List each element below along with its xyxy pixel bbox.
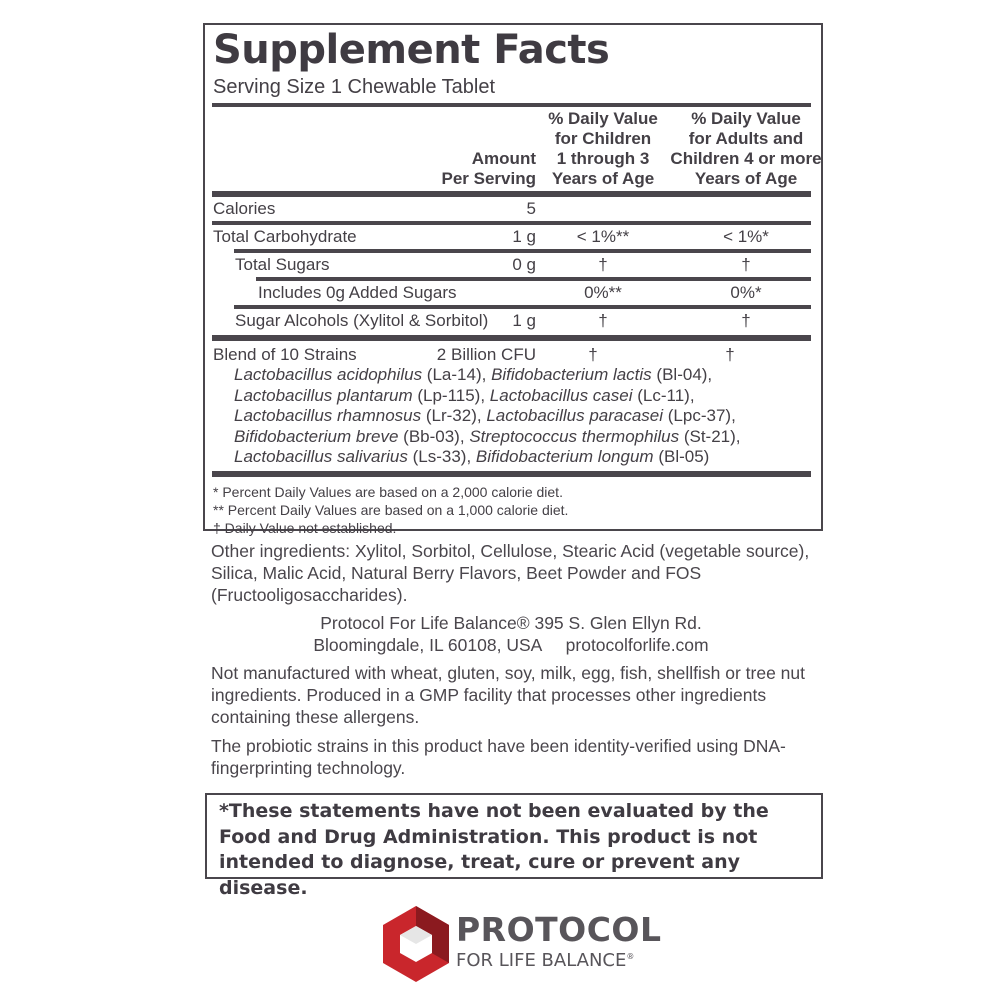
brand-tagline: [456, 950, 634, 971]
strain-code: (Lpc-37),: [667, 406, 736, 425]
footnote: ** Percent Daily Values are based on a 1,000 calorie diet.: [213, 502, 569, 518]
address-line-1: Protocol For Life Balance® 395 S. Glen Ellyn Rd.: [320, 613, 702, 633]
dv-children: < 1%**: [576, 227, 630, 246]
brand-name: PROTOCOL: [456, 910, 662, 949]
nutrient-amount: 5: [526, 199, 536, 218]
nutrient-amount: 0 g: [512, 255, 536, 274]
nutrient-row: [212, 197, 814, 221]
facts-title: Supplement Facts: [213, 27, 610, 73]
header-children-line: 1 through 3: [556, 149, 650, 168]
strain-code: (La-14),: [426, 365, 487, 384]
strain-name: Lactobacillus rhamnosus: [234, 406, 422, 425]
hexagon-logo-icon: [380, 904, 452, 984]
nutrient-label: Total Sugars: [235, 255, 330, 274]
header-children-line: for Children: [554, 129, 652, 148]
footnotes: [213, 477, 814, 537]
dv-children: †: [598, 255, 608, 274]
strain-code: (Bb-03),: [403, 426, 465, 446]
nutrient-label: Total Carbohydrate: [213, 227, 357, 246]
strain-line: [234, 386, 814, 407]
strain-name: Bifidobacterium lactis: [491, 365, 652, 384]
blend-label: Blend of 10 Strains: [213, 345, 357, 364]
header-adults-line: for Adults and: [688, 129, 804, 148]
strain-name: Streptococcus thermophilus: [469, 426, 680, 446]
strain-name: Lactobacillus paracasei: [486, 406, 664, 425]
dv-adults: < 1%*: [723, 227, 769, 246]
dv-adults: 0%*: [730, 283, 762, 302]
header-children: [540, 109, 666, 189]
other-ingredients: Other ingredients: Xylitol, Sorbitol, Cellulose, Stearic Acid (vegetable source), Silica, Malic Acid, Natural Berry Flavors, Beet Powder and FOS (Fructooligosaccharides).: [211, 541, 810, 605]
header-children-line: % Daily Value: [548, 109, 658, 128]
header-amount-line: Per Serving: [441, 169, 536, 188]
strain-line: [234, 365, 814, 386]
header-adults-line: Years of Age: [694, 169, 798, 188]
dv-adults: †: [741, 311, 751, 330]
nutrient-amount: 1 g: [512, 227, 536, 246]
header-amount: [442, 149, 537, 189]
nutrient-row: [212, 225, 814, 249]
strain-code: (Bl-05): [658, 447, 710, 466]
dv-adults: †: [741, 255, 751, 274]
header-amount-line: Amount: [471, 149, 536, 168]
strain-code: (Ls-33),: [412, 447, 472, 466]
fda-disclaimer: *These statements have not been evaluated by the Food and Drug Administration. This product is not intended to diagnose, treat, cure or prevent any disease.: [205, 793, 823, 879]
brand-logo: [380, 900, 680, 984]
nutrient-label: Calories: [213, 199, 276, 218]
probiotic-blend: [212, 341, 814, 469]
header-adults-line: Children 4 or more: [670, 149, 822, 168]
strain-code: (Bl-04),: [656, 365, 713, 384]
footnote: † Daily Value not established.: [213, 520, 397, 536]
header-children-line: Years of Age: [551, 169, 655, 188]
strain-name: Lactobacillus casei: [489, 385, 633, 405]
probiotic-note: The probiotic strains in this product have been identity-verified using DNA-fingerprinting technology.: [211, 736, 786, 778]
nutrient-row: [212, 253, 814, 277]
blend-row: [212, 345, 814, 365]
strain-line: [234, 447, 814, 468]
brand-tagline-text: FOR LIFE BALANCE: [456, 950, 627, 971]
nutrient-amount: 1 g: [512, 311, 536, 330]
allergen-statement: Not manufactured with wheat, gluten, soy, milk, egg, fish, shellfish or tree nut ingredients. Produced in a GMP facility that processes other ingredients containing these allergens.: [211, 663, 805, 727]
strain-code: (Lp-115),: [417, 385, 486, 405]
column-headers: [212, 107, 822, 191]
address-line-2: Bloomingdale, IL 60108, USA protocolforlife.com: [313, 635, 709, 655]
dv-children: †: [598, 311, 608, 330]
strain-line: [234, 427, 814, 448]
strain-code: (Lc-11),: [637, 385, 695, 405]
dv-adults: †: [725, 345, 735, 364]
strain-list: [234, 365, 814, 468]
nutrient-label: Sugar Alcohols (Xylitol & Sorbitol): [235, 311, 489, 330]
strain-name: Bifidobacterium longum: [475, 447, 654, 466]
company-address: [211, 612, 811, 656]
strain-name: Bifidobacterium breve: [234, 426, 399, 446]
footnote: * Percent Daily Values are based on a 2,000 calorie diet.: [213, 484, 563, 500]
header-adults-line: % Daily Value: [691, 109, 801, 128]
header-adults: [664, 109, 828, 189]
strain-code: (Lr-32),: [425, 406, 482, 425]
supplement-facts-panel: [203, 23, 823, 536]
dv-children: †: [588, 345, 598, 364]
strain-code: (St-21),: [683, 426, 741, 446]
blend-amount: 2 Billion CFU: [436, 345, 536, 364]
dv-children: 0%**: [584, 283, 622, 302]
nutrient-row: [212, 281, 814, 305]
serving-size: Serving Size 1 Chewable Tablet: [213, 76, 496, 98]
nutrient-row: [212, 309, 814, 333]
strain-line: [234, 406, 814, 427]
strain-name: Lactobacillus acidophilus: [234, 365, 423, 384]
registered-mark: ®: [626, 952, 635, 961]
strain-name: Lactobacillus plantarum: [234, 385, 413, 405]
nutrient-label: Includes 0g Added Sugars: [258, 283, 457, 302]
strain-name: Lactobacillus salivarius: [234, 447, 408, 466]
